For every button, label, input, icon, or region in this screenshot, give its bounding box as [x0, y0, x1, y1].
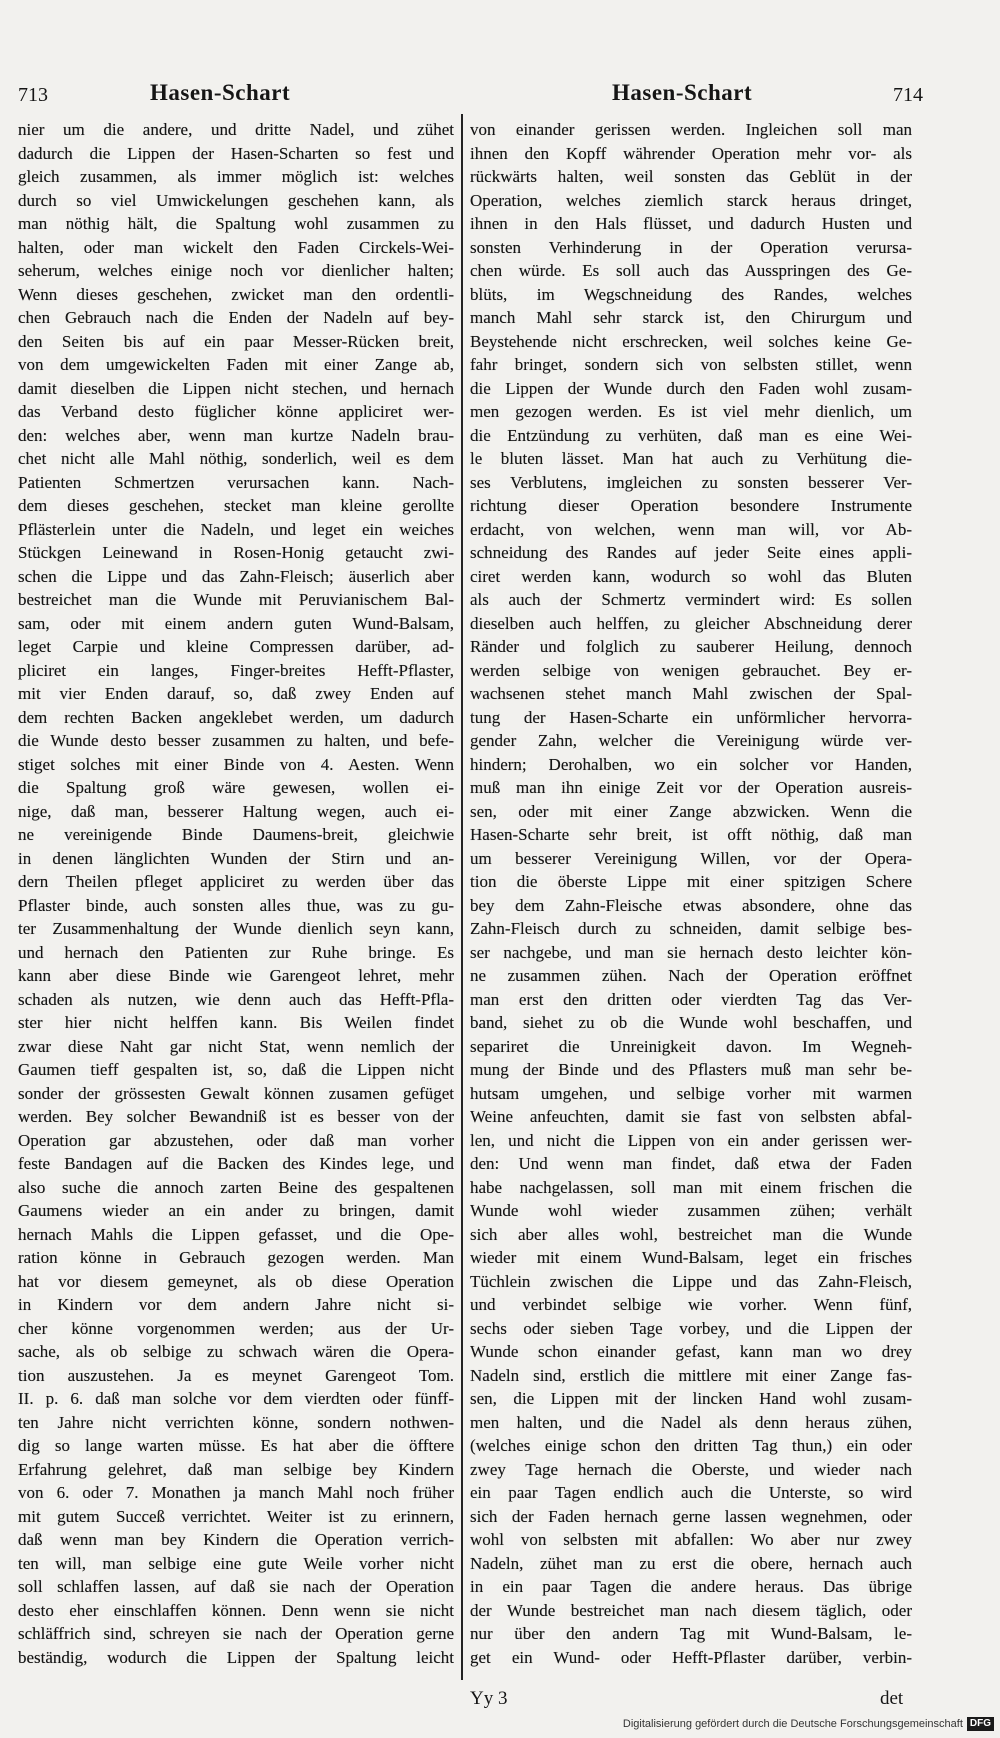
text-line: schen die Lippe und das Zahn-Fleisch; äuserlich aber — [18, 566, 454, 586]
text-line: seherum, welches einige noch vor dienlicher halten; — [18, 261, 454, 280]
digitization-credit-text: Digitalisierung gefördert durch die Deutsche Forschungsgemeinschaft — [622, 1718, 963, 1730]
text-column-right — [470, 118, 912, 1669]
text-line: richtung dieser Operation besondere Instrumente — [470, 496, 912, 515]
running-head-left: Hasen-Schart — [150, 80, 291, 105]
text-line: men gezogen werden. Es ist viel mehr dienlich, um — [470, 402, 912, 421]
text-line: tion die öberste Lippe mit einer spitzigen Schere — [470, 872, 912, 891]
text-line: len, und nicht die Lippen von ein ander gerissen wer- — [470, 1130, 912, 1150]
text-line: von dem umgewickelten Faden mit einer Zange ab, — [18, 355, 454, 374]
column-divider — [461, 114, 463, 1680]
text-line: le bluten lässet. Man hat auch zu Verhütung die- — [470, 449, 912, 468]
text-line: habe nachgelassen, soll man mit einem frischen die — [470, 1177, 912, 1197]
text-line: ter Zusammenhaltung der Wunde dienlich seyn kann, — [18, 919, 454, 938]
text-line: Gaumen tieff gespalten ist, so, daß die Lippen nicht — [18, 1060, 454, 1079]
text-line: feste Bandagen auf die Backen des Kindes lege, und — [18, 1154, 454, 1173]
text-line: gender Zahn, welcher die Vereinigung würde ver- — [470, 731, 912, 750]
text-line: wieder mit einem Wund-Balsam, leget ein frisches — [470, 1248, 912, 1267]
text-line: sich aber alles wohl, bestreichet man die Wunde — [470, 1224, 912, 1244]
text-line: die Spaltung groß wäre gewesen, wollen ei- — [18, 778, 454, 797]
text-line: nier um die andere, und dritte Nadel, und zühet — [18, 120, 454, 139]
running-head-right: Hasen-Schart — [612, 80, 753, 105]
text-line: hutsam umgehen, und selbige vorher mit warmen — [470, 1083, 912, 1103]
text-line: dem dieses geschehen, stecket man kleine gerollte — [18, 496, 454, 515]
text-line: fahr bringet, sondern sich von selbsten stillet, wenn — [470, 355, 912, 374]
text-line: desto eher einschlaffen können. Denn wenn sie nicht — [18, 1600, 454, 1620]
text-line: ten Jahre nicht verrichten könne, sondern nothwen- — [18, 1412, 454, 1432]
text-line: in Kindern vor dem andern Jahre nicht si- — [18, 1295, 454, 1314]
text-line: die Lippen der Wunde durch den Faden wohl zusam- — [470, 378, 912, 398]
text-line: chen Gebrauch nach die Enden der Nadeln auf bey- — [18, 308, 454, 327]
text-line: dadurch die Lippen der Hasen-Scharten so fest und — [18, 143, 454, 163]
text-line: von 6. oder 7. Monathen ja manch Mahl noch früher — [18, 1483, 454, 1502]
text-line: sen, oder mit einer Zange abzwicken. Wenn die — [470, 801, 912, 821]
text-line: dem rechten Backen angeklebet werden, um dadurch — [18, 707, 454, 727]
signature-mark: Yy 3 — [470, 1688, 508, 1709]
text-line: Operation, welches ziemlich starck heraus dringet, — [470, 190, 912, 210]
text-line: Ränder und folglich zu sauberer Heilung, dennoch — [470, 637, 912, 656]
text-line: bestreichet man die Wunde mit Peruvianischem Bal- — [18, 590, 454, 609]
text-line: und hernach den Patienten zur Ruhe bringe. Es — [18, 942, 454, 962]
text-line: stiget solches mit einer Binde von 4. Aesten. Wenn — [18, 754, 454, 774]
text-line: ne zusammen zühen. Nach der Operation eröffnet — [470, 966, 912, 985]
text-line: sich der Faden hernach gerne lassen wegnehmen, oder — [470, 1506, 912, 1526]
text-line: der Wunde bestreichet man nach diesem täglich, oder — [470, 1600, 912, 1620]
text-line: rückwärts halten, weil sonsten das Geblüt in der — [470, 167, 912, 186]
text-line: Hasen-Scharte sehr breit, ist offt nöthig, daß man — [470, 825, 912, 844]
page-number-right: 714 — [893, 84, 923, 106]
text-line: sen, die Lippen mit der lincken Hand wohl zusam- — [470, 1389, 912, 1408]
text-line: blüts, im Wegschneidung des Randes, welches — [470, 284, 912, 304]
text-line: Tüchlein zwischen die Lippe und das Zahn-Fleisch, — [470, 1271, 912, 1291]
text-line: sam, oder mit einem andern guten Wund-Balsam, — [18, 613, 454, 633]
text-line: bey dem Zahn-Fleische etwas absondere, ohne das — [470, 895, 912, 915]
text-line: den: welches aber, wenn man kurtze Nadeln brau- — [18, 425, 454, 445]
text-column-left — [18, 118, 454, 1669]
text-line: ihnen in den Hals flüsset, und dadurch Husten und — [470, 214, 912, 233]
text-line: ciret werden kann, wodurch so wohl das Bluten — [470, 566, 912, 586]
text-line: Beystehende nicht erschrecken, weil solches keine Ge- — [470, 331, 912, 351]
text-line: chet nicht alle Mahl nöthig, sonderlich, weil es dem — [18, 449, 454, 468]
text-line: II. p. 6. daß man solche vor dem vierdten oder fünff- — [18, 1389, 454, 1408]
text-line: also suche die annoch zarten Beine des gespaltenen — [18, 1177, 454, 1197]
text-line: den Seiten bis auf ein paar Messer-Rücken breit, — [18, 331, 454, 351]
text-line: ser nachgebe, und man sie hernach desto leichter kön- — [470, 942, 912, 962]
text-line: durch so viel Umwickelungen geschehen kann, als — [18, 190, 454, 210]
text-line: Gaumens wieder an ein ander zu bringen, damit — [18, 1201, 454, 1220]
text-line: separiret die Unreinigkeit davon. Im Wegneh- — [470, 1036, 912, 1056]
text-line: man nöthig hält, die Spaltung wohl zusammen zu — [18, 214, 454, 233]
text-line: ration könne in Gebrauch gezogen werden. Man — [18, 1248, 454, 1267]
page-number-left: 713 — [18, 84, 48, 106]
text-line: zwey Tage hernach die Oberste, und wieder nach — [470, 1459, 912, 1479]
text-line: get ein Wund- oder Hefft-Pflaster darüber, verbin- — [470, 1647, 912, 1667]
text-line: die Entzündung zu verhüten, daß man es eine Wei- — [470, 425, 912, 445]
text-line: als auch der Schmertz vermindert wird: Es sollen — [470, 590, 912, 609]
text-line: Wunde schon einander gefast, kann man wo drey — [470, 1342, 912, 1361]
text-line: band, siehet zu ob die Wunde wohl beschaffen, und — [470, 1013, 912, 1032]
text-line: Zahn-Fleisch durch zu schneiden, damit selbige bes- — [470, 919, 912, 938]
digitization-credit — [623, 1716, 994, 1732]
text-line: Operation gar abzustehen, oder daß man vorher — [18, 1130, 454, 1150]
text-line: gleich zusammen, als immer möglich ist: welches — [18, 167, 454, 186]
text-line: cher könne vorgenommen werden; aus der Ur- — [18, 1318, 454, 1338]
text-line: Weine anfeuchten, damit sie fast von selbsten abfal- — [470, 1107, 912, 1126]
text-line: Wenn dieses geschehen, zwicket man den ordentli- — [18, 284, 454, 304]
text-line: ses Verblutens, imgleichen zu sonsten besserer Ver- — [470, 472, 912, 492]
text-line: dieselben auch helffen, zu gleicher Abschneidung derer — [470, 613, 912, 633]
text-line: um besserer Vereinigung Willen, vor der Opera- — [470, 848, 912, 868]
text-line: mit vier Enden darauf, so, daß zwey Enden auf — [18, 684, 454, 703]
text-line: men halten, und die Nadel als denn heraus zühen, — [470, 1412, 912, 1432]
text-line: und verbindet selbige wie vorher. Wenn fünf, — [470, 1295, 912, 1314]
text-line: muß man ihn einige Zeit vor der Operation ausreis- — [470, 778, 912, 797]
text-line: mit gutem Succeß verrichtet. Weiter ist zu erinnern, — [18, 1506, 454, 1526]
dfg-logo: DFG — [967, 1717, 994, 1731]
text-line: nige, daß man, besserer Haltung wegen, auch ei- — [18, 801, 454, 821]
text-line: (welches einige schon den dritten Tag thun,) ein oder — [470, 1436, 912, 1455]
text-line: Nadeln, zühet man zu erst die obere, hernach auch — [470, 1553, 912, 1573]
text-line: ten will, man selbige eine gute Weile vorher nicht — [18, 1553, 454, 1573]
text-line: manch Mahl sehr starck ist, den Chirurgum und — [470, 308, 912, 327]
text-line: hat vor diesem gemeynet, als ob diese Operation — [18, 1271, 454, 1291]
text-line: Wunde wohl wieder zusammen zühen; verhält — [470, 1201, 912, 1220]
text-line: daß wenn man bey Kindern die Operation verrich- — [18, 1530, 454, 1549]
text-line: sache, als ob selbige zu schwach wären die Opera- — [18, 1342, 454, 1361]
text-line: schläffrich sind, schreyen sie nach der Operation gerne — [18, 1624, 454, 1643]
text-line: Pflaster binde, auch sonsten alles thue, was zu gu- — [18, 895, 454, 915]
text-line: schaden als nutzen, wie denn auch das Hefft-Pfla- — [18, 989, 454, 1009]
text-line: ster hier nicht helffen kann. Bis Weilen findet — [18, 1013, 454, 1032]
text-line: ne vereinigende Binde Daumens-breit, gleichwie — [18, 825, 454, 844]
text-line: sechs oder sieben Tage vorbey, und die Lippen der — [470, 1318, 912, 1338]
text-line: erdacht, von welchen, wenn man will, vor Ab- — [470, 519, 912, 539]
text-line: halten, oder man wickelt den Faden Circkels-Wei- — [18, 237, 454, 257]
text-line: schneidung des Randes auf jeder Seite eines appli- — [470, 543, 912, 562]
text-line: Nadeln sind, erstlich die mittlere mit einer Zange fas- — [470, 1365, 912, 1385]
catchword: det — [880, 1688, 904, 1709]
text-line: Patienten Schmertzen verursachen kann. Nach- — [18, 472, 454, 492]
text-line: dern Theilen pfleget appliciret zu werden über das — [18, 872, 454, 891]
text-line: in ein paar Tagen die andere heraus. Das übrige — [470, 1577, 912, 1596]
text-line: sonsten Verhinderung in der Operation verursa- — [470, 237, 912, 257]
text-line: zwar diese Naht gar nicht Stat, wenn nemlich der — [18, 1036, 454, 1056]
text-line: sonder der grössesten Gewalt können zusamen gefüget — [18, 1083, 454, 1103]
text-line: ein paar Tagen endlich auch die Unterste, so wird — [470, 1483, 912, 1502]
text-line: Erfahrung gelehret, daß man selbige bey Kindern — [18, 1459, 454, 1479]
text-line: von einander gerissen werden. Ingleichen soll man — [470, 120, 912, 139]
text-line: kann aber diese Binde wie Garengeot lehret, mehr — [18, 966, 454, 985]
text-line: den: Und wenn man findet, daß etwa der Faden — [470, 1154, 912, 1173]
text-line: das Verband desto füglicher könne appliciret wer- — [18, 402, 454, 421]
text-line: tung der Hasen-Scharte ein unförmlicher hervorra- — [470, 707, 912, 727]
text-line: Pflästerlein unter die Nadeln, und leget ein weiches — [18, 519, 454, 539]
text-line: ihnen den Kopff währender Operation mehr vor- als — [470, 143, 912, 163]
text-line: dig so lange warten müsse. Es hat aber die öfftere — [18, 1436, 454, 1455]
text-line: beständig, wodurch die Lippen der Spaltung leicht — [18, 1647, 454, 1667]
text-line: wohl von selbsten mit abfallen: Wo aber nur zwey — [470, 1530, 912, 1549]
text-line: damit dieselben die Lippen nicht stechen, und hernach — [18, 378, 454, 398]
text-line: werden. Bey solcher Bewandniß ist es besser von der — [18, 1107, 454, 1126]
text-line: hernach Mahls die Lippen gefasset, und die Ope- — [18, 1224, 454, 1244]
text-line: mung der Binde und des Pflasters muß man sehr be- — [470, 1060, 912, 1079]
text-line: Stückgen Leinewand in Rosen-Honig getaucht zwi- — [18, 543, 454, 562]
text-line: soll schlaffen lassen, auf daß sie nach der Operation — [18, 1577, 454, 1596]
text-line: man erst den dritten oder vierdten Tag das Ver- — [470, 989, 912, 1009]
text-line: chen würde. Es soll auch das Ausspringen des Ge- — [470, 261, 912, 280]
text-line: nur über den andern Tag mit Wund-Balsam, le- — [470, 1624, 912, 1643]
text-line: hindern; Derohalben, wo ein solcher vor Handen, — [470, 754, 912, 774]
text-line: leget Carpie und kleine Compressen darüber, ad- — [18, 637, 454, 656]
text-line: pliciret ein langes, Finger-breites Hefft-Pflaster, — [18, 660, 454, 680]
text-line: tion auszustehen. Ja es meynet Garengeot Tom. — [18, 1365, 454, 1385]
text-line: werden selbige von wenigen gebrauchet. Bey er- — [470, 660, 912, 680]
text-line: wachsenen stehet manch Mahl zwischen der Spal- — [470, 684, 912, 703]
text-line: die Wunde desto besser zusammen zu halten, und befe- — [18, 731, 454, 750]
text-line: in denen länglichten Wunden der Stirn und an- — [18, 848, 454, 868]
